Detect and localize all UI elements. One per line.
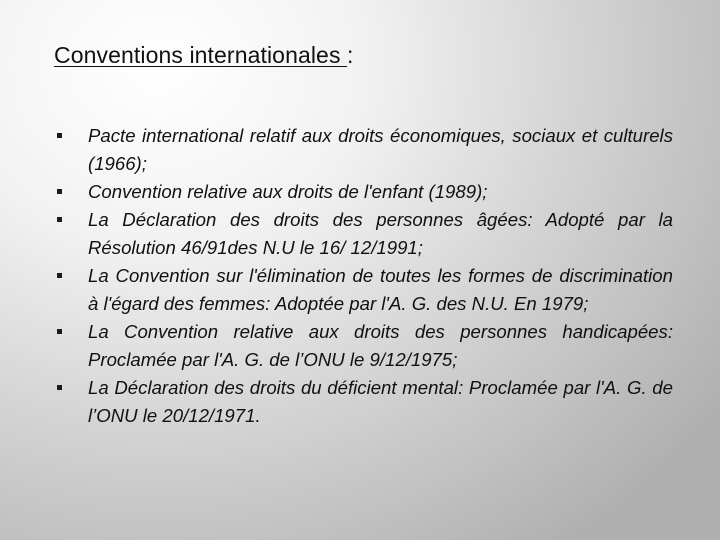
list-item [55, 374, 673, 430]
list-item [55, 262, 673, 318]
list-item-text: La Déclaration des droits des personnes âgées: Adopté par la Résolution 46/91des N.U le 16/ 12/1991; [88, 209, 673, 258]
square-bullet-icon [57, 329, 62, 334]
list-item-text: Convention relative aux droits de l'enfant (1989); [88, 181, 488, 202]
square-bullet-icon [57, 189, 62, 194]
list-item [55, 122, 673, 178]
list-item-text: La Convention sur l'élimination de toutes les formes de discrimination à l'égard des femmes: Adoptée par l'A. G. des N.U. En 1979; [88, 265, 673, 314]
list-item-text: La Convention relative aux droits des personnes handicapées: Proclamée par l'A. G. de l’ONU le 9/12/1975; [88, 321, 673, 370]
list-item [55, 206, 673, 262]
square-bullet-icon [57, 273, 62, 278]
square-bullet-icon [57, 385, 62, 390]
square-bullet-icon [57, 217, 62, 222]
list-item [55, 318, 673, 374]
bullet-list [55, 122, 673, 430]
square-bullet-icon [57, 133, 62, 138]
list-item [55, 178, 673, 206]
list-item-text: La Déclaration des droits du déficient mental: Proclamée par l'A. G. de l’ONU le 20/12/1971. [88, 377, 673, 426]
list-item-text: Pacte international relatif aux droits économiques, sociaux et culturels (1966); [88, 125, 673, 174]
slide-title-suffix: : [347, 42, 354, 68]
slide-title-text: Conventions internationales [54, 42, 348, 68]
slide-title [54, 42, 354, 69]
